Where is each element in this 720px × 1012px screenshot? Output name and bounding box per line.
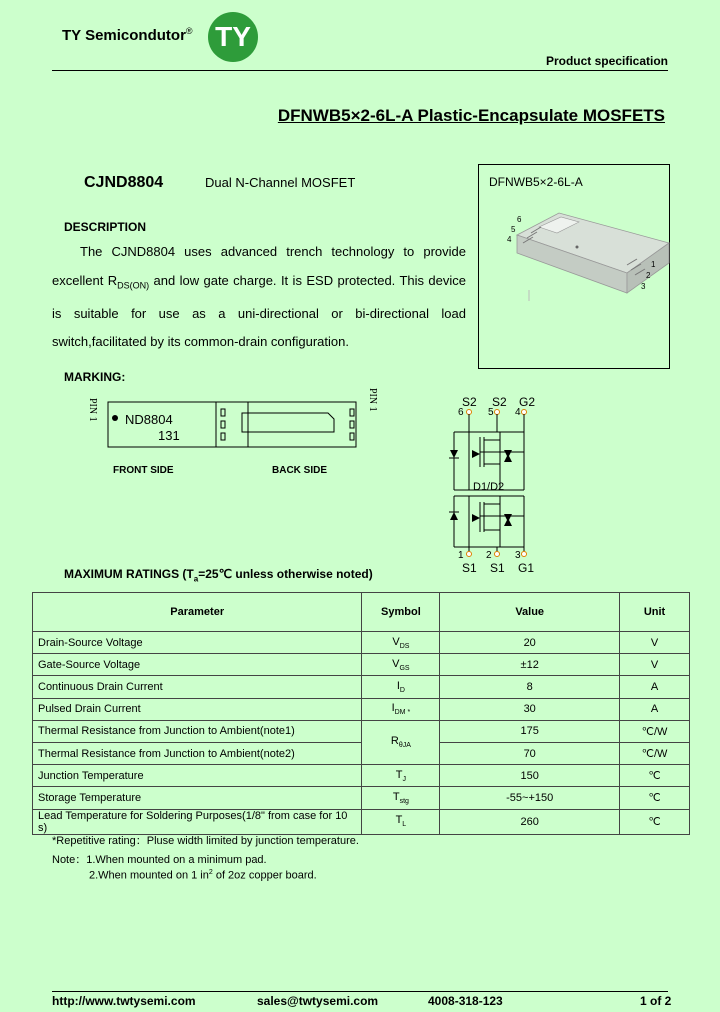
package-drawing-icon	[499, 205, 664, 315]
mid-label: D1/D2	[473, 481, 505, 493]
pkg-pin-4: 4	[507, 235, 512, 244]
table-row: Lead Temperature for Soldering Purposes(1/8" from case for 10 s) $T_L$ 260 ℃	[33, 809, 690, 834]
part-number: CJND8804	[84, 174, 164, 191]
bottom-label-1: S1	[462, 561, 477, 575]
footer-rule	[52, 991, 668, 992]
marking-heading: MARKING:	[64, 370, 126, 384]
ratings-heading: MAXIMUM RATINGS ($T_a=25℃$ unless otherwise noted)	[64, 567, 373, 584]
top-pin-5: 5	[488, 407, 494, 418]
pkg-pin-5: 5	[511, 225, 516, 234]
table-row: Thermal Resistance from Junction to Ambient(note1) $R_{\theta JA}$ 175 ℃/W	[33, 720, 690, 742]
table-row: Drain-Source Voltage $V_{DS}$ 20 V	[33, 632, 690, 654]
note-repetitive: *Repetitive rating：Pluse width limited by junction temperature.	[52, 835, 359, 847]
pkg-pin-6: 6	[517, 215, 522, 224]
circuit-schematic	[440, 392, 550, 578]
top-pin-6: 6	[458, 407, 464, 418]
company-name: TY Semicondutor®	[62, 26, 193, 44]
bottom-label-2: S1	[490, 561, 505, 575]
back-pin1-label: PIN 1	[367, 388, 378, 412]
ty-logo: TY	[208, 12, 258, 62]
back-pad-outline	[242, 413, 334, 432]
table-row: Junction Temperature $T_J$ 150 ℃	[33, 765, 690, 787]
description-heading: DESCRIPTION	[64, 220, 147, 234]
bottom-pin-2: 2	[486, 550, 492, 561]
page-number: 1 of 2	[640, 994, 672, 1008]
table-header-row	[33, 593, 690, 632]
col-unit: Unit	[620, 593, 690, 632]
top-label-2: S2	[492, 395, 507, 409]
page-title: DFNWB5×2-6L-A Plastic-Encapsulate MOSFETS	[277, 106, 665, 125]
ratings-table	[32, 592, 690, 835]
marking-line1: ND8804	[125, 412, 173, 427]
top-label-3: G2	[519, 395, 536, 409]
note-2: 2.When mounted on 1 $in^2$ of 2oz copper board.	[89, 869, 317, 882]
table-row: Thermal Resistance from Junction to Ambient(note2) 70 ℃/W	[33, 742, 690, 764]
pkg-pin-1: 1	[651, 260, 656, 269]
pkg-pin-3: 3	[641, 282, 646, 291]
spec-label: Product specification	[545, 54, 668, 68]
pkg-pin-2: 2	[646, 271, 651, 280]
package-label: DFNWB5×2-6L-A	[489, 175, 583, 189]
back-side-label: BACK SIDE	[272, 465, 328, 476]
bottom-label-3: G1	[518, 561, 535, 575]
col-symbol: Symbol	[362, 593, 440, 632]
description-text: The CJND8804 uses advanced trench technology to provide excellent $R_{DS(ON)}$ and low gate charge. It is ESD protected. This device is suitable for use as a uni-directional or bi-directional load switch,facilitated by its common-drain configuration.	[52, 244, 466, 350]
marking-line2: 131	[158, 428, 180, 443]
back-package-outline	[216, 402, 356, 447]
footer-url[interactable]: http://www.twtysemi.com	[52, 994, 196, 1008]
note-1: Note：1.When mounted on a minimum pad.	[52, 854, 267, 866]
footer-email[interactable]: sales@twtysemi.com	[257, 994, 379, 1008]
footer-phone: 4008-318-123	[428, 994, 503, 1008]
registered-mark: ®	[185, 26, 193, 36]
table-row: Pulsed Drain Current $I_{DM *}$ 30 A	[33, 698, 690, 720]
top-label-1: S2	[462, 395, 477, 409]
col-parameter: Parameter	[33, 593, 362, 632]
table-row: Storage Temperature $T_{stg}$ -55~+150 ℃	[33, 787, 690, 809]
front-pin1-label: PIN 1	[87, 398, 98, 422]
header-rule	[52, 70, 668, 71]
bottom-pin-1: 1	[458, 550, 464, 561]
top-pin-4: 4	[515, 407, 521, 418]
table-row: Gate-Source Voltage $V_{GS}$ ±12 V	[33, 654, 690, 676]
pin1-dot-icon	[112, 415, 118, 421]
front-side-label: FRONT SIDE	[113, 465, 174, 476]
part-description: Dual N-Channel MOSFET	[205, 175, 356, 190]
table-row: Continuous Drain Current $I_D$ 8 A	[33, 676, 690, 698]
col-value: Value	[440, 593, 620, 632]
package-box	[478, 164, 670, 369]
bottom-pin-3: 3	[515, 550, 521, 561]
marking-drawing	[70, 388, 378, 462]
